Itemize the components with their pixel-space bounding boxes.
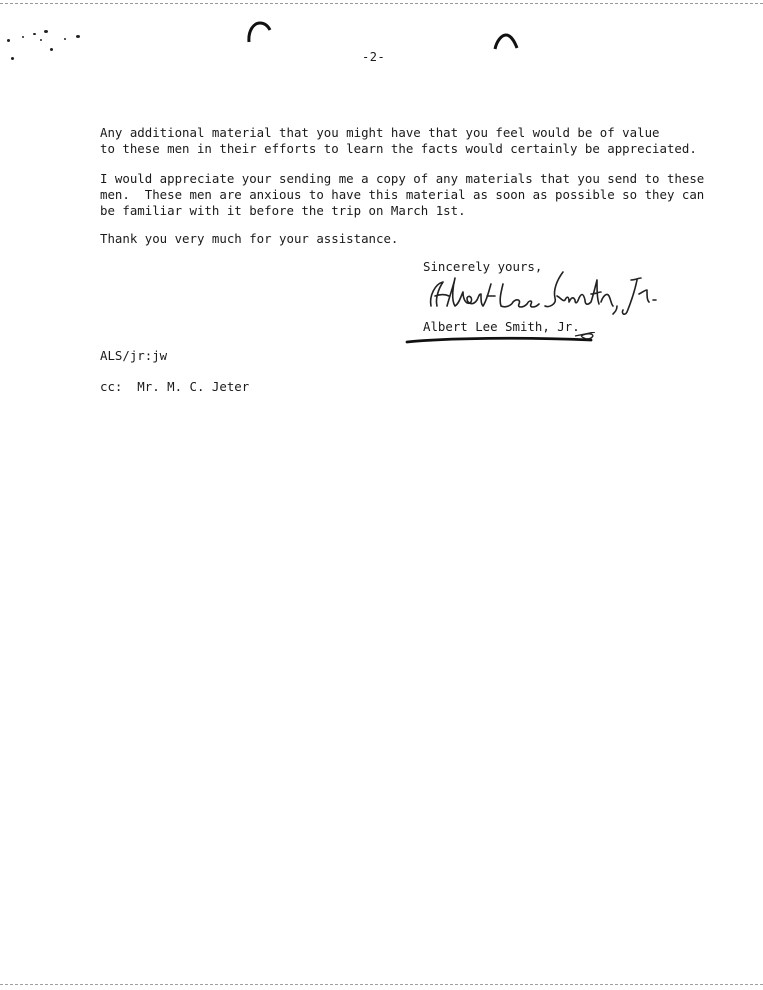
signature-underline-stroke bbox=[405, 332, 595, 348]
binder-hole-mark bbox=[493, 32, 519, 52]
bottom-scan-edge bbox=[0, 984, 763, 985]
scan-speck bbox=[64, 38, 66, 40]
reference-initials: ALS/jr:jw bbox=[100, 348, 168, 363]
page-number: -2- bbox=[362, 50, 386, 64]
scan-speck bbox=[44, 30, 48, 33]
signer-name: Albert Lee Smith, Jr. bbox=[423, 319, 580, 334]
scan-speck bbox=[22, 36, 24, 38]
scan-speck bbox=[33, 33, 36, 35]
scan-speck bbox=[7, 39, 10, 42]
scan-speck bbox=[50, 48, 53, 51]
scan-speck bbox=[76, 35, 80, 38]
closing-line: Sincerely yours, bbox=[423, 259, 543, 274]
paragraph-copy-request: I would appreciate your sending me a copy of any materials that you send to these men. These men are anxious to have this material as soon as possible so they can be familiar with it before the trip on March 1st. bbox=[100, 171, 705, 218]
top-scan-edge bbox=[0, 3, 763, 4]
carbon-copy-line: cc: Mr. M. C. Jeter bbox=[100, 379, 250, 394]
binder-hole-mark bbox=[246, 20, 272, 46]
scan-speck bbox=[11, 57, 14, 60]
paragraph-thanks: Thank you very much for your assistance. bbox=[100, 231, 399, 246]
scan-speck bbox=[40, 39, 42, 41]
paragraph-additional-material: Any additional material that you might have that you feel would be of value to these men in their efforts to learn the facts would certainly be appreciated. bbox=[100, 125, 697, 156]
handwritten-signature bbox=[425, 266, 665, 326]
